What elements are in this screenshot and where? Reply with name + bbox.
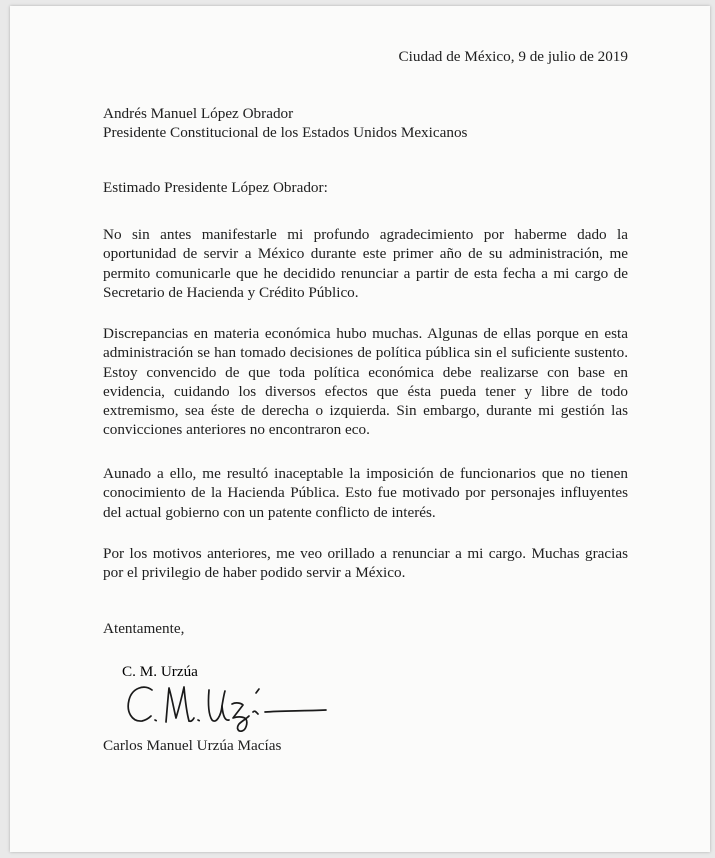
paragraph-resignation: Por los motivos anteriores, me veo orillado a renunciar a mi cargo. Muchas gracias por el privilegio de haber podido servir a México. (103, 545, 628, 582)
recipient-title: Presidente Constitucional de los Estados Unidos Mexicanos (103, 124, 468, 142)
signer-name: Carlos Manuel Urzúa Macías (103, 737, 282, 754)
recipient-name: Andrés Manuel López Obrador (103, 105, 294, 122)
handwritten-signature (122, 663, 337, 734)
letter-page (10, 6, 710, 852)
recipient-block (103, 104, 467, 143)
paragraph-gratitude: No sin antes manifestarle mi profundo agradecimiento por haberme dado la oportunidad de servir a México durante este primer año de su administración, me permito comunicarle que he decidido renunciar a partir de esta fecha a mi cargo de Secretario de Hacienda y Crédito Público. (103, 226, 628, 301)
paragraph-officials: Aunado a ello, me resultó inaceptable la imposición de funcionarios que no tienen conocimiento de la Hacienda Pública. Esto fue motivado por personajes influyentes del actual gobierno con un patente conflicto de interés. (103, 465, 628, 521)
signature-text: C. M. Urzúa (122, 663, 198, 680)
paragraph-discrepancies: Discrepancias en materia económica hubo muchas. Algunas de ellas porque en esta administración se han tomado decisiones de política pública sin el suficiente sustento. Estoy convencido de que toda política económica debe realizarse con base en evidencia, cuidando los diversos efectos que ésta pueda tener y libre de todo extremismo, sea éste de derecha o izquierda. Sin embargo, durante mi gestión las convicciones anteriores no encontraron eco. (103, 325, 628, 439)
letter-date: Ciudad de México, 9 de julio de 2019 (398, 48, 628, 65)
salutation: Estimado Presidente López Obrador: (103, 179, 328, 196)
closing: Atentamente, (103, 620, 185, 637)
